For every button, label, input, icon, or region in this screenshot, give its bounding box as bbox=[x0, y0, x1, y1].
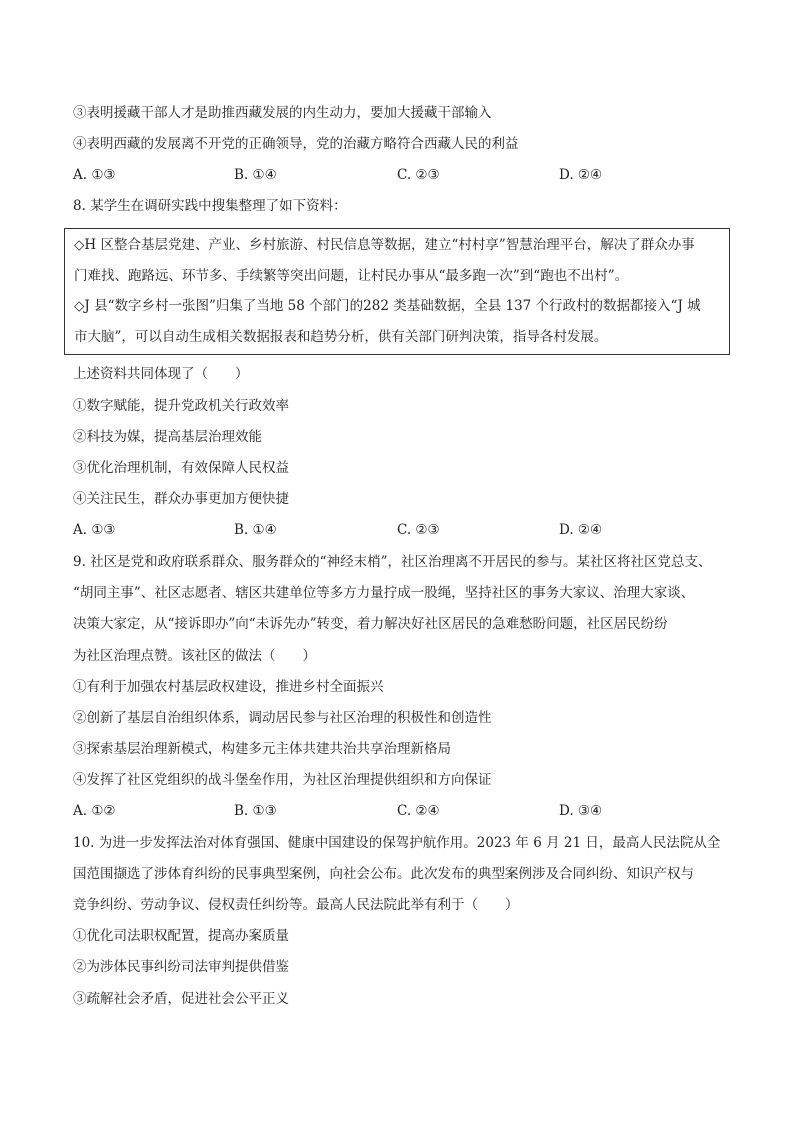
q8-option-b[interactable]: B. ①④ bbox=[234, 522, 277, 538]
q9-stem-line: 9. 社区是党和政府联系群众、服务群众的“神经末梢”，社区治理离不开居民的参与。某社区将社区党总支、 bbox=[73, 554, 712, 570]
q8-statement-3: ③优化治理机制，有效保障人民权益 bbox=[73, 460, 289, 476]
q10-statement-1: ①优化司法职权配置，提高办案质量 bbox=[73, 928, 289, 944]
q10-stem-line: 竞争纠纷、劳动争议、侵权责任纠纷等。最高人民法院此举有利于（ ） bbox=[73, 897, 519, 913]
q7-option-b[interactable]: B. ①④ bbox=[234, 167, 277, 183]
q7-option-a[interactable]: A. ①③ bbox=[73, 167, 116, 183]
q8-statement-2: ②科技为媒，提高基层治理效能 bbox=[73, 429, 262, 445]
q9-stem-line: 为社区治理点赞。该社区的做法（ ） bbox=[73, 648, 316, 664]
q9-option-d[interactable]: D. ③④ bbox=[559, 803, 603, 819]
q8-material-line: 市大脑”，可以自动生成相关数据报表和趋势分析，供有关部门研判决策，指导各村发展。 bbox=[74, 329, 608, 345]
q9-statement-1: ①有利于加强农村基层政权建设，推进乡村全面振兴 bbox=[73, 679, 384, 695]
q9-statement-2: ②创新了基层自治组织体系，调动居民参与社区治理的积极性和创造性 bbox=[73, 710, 492, 726]
q9-option-b[interactable]: B. ①③ bbox=[234, 803, 277, 819]
q8-material-line: 门难找、跑路远、环节多、手续繁等突出问题，让村民办事从“最多跑一次”到“跑也不出村”。 bbox=[74, 268, 629, 284]
q7-option-c[interactable]: C. ②③ bbox=[397, 167, 440, 183]
q7-statement-3: ③表明援藏干部人才是助推西藏发展的内生动力，要加大援藏干部输入 bbox=[73, 105, 492, 121]
q8-material-line: ◇H 区整合基层党建、产业、乡村旅游、村民信息等数据，建立“村村享”智慧治理平台，解决了群众办事 bbox=[74, 237, 695, 253]
q9-statement-3: ③探索基层治理新模式，构建多元主体共建共治共享治理新格局 bbox=[73, 741, 451, 757]
q8-material-line: ◇J 县“数字乡村一张图”归集了当地 58 个部门的282 类基础数据，全县 137 个行政村的数据都接入“J 城 bbox=[74, 298, 701, 314]
q9-options bbox=[73, 802, 733, 820]
q9-option-a[interactable]: A. ①② bbox=[73, 803, 116, 819]
q8-option-a[interactable]: A. ①③ bbox=[73, 522, 116, 538]
q8-stem: 8. 某学生在调研实践中搜集整理了如下资料： bbox=[73, 198, 347, 214]
q10-statement-3: ③疏解社会矛盾，促进社会公平正义 bbox=[73, 991, 289, 1007]
q8-material-box bbox=[64, 228, 730, 355]
q7-options bbox=[73, 166, 733, 184]
q8-options bbox=[73, 521, 733, 539]
q10-statement-2: ②为涉体民事纠纷司法审判提供借鉴 bbox=[73, 959, 289, 975]
q9-option-c[interactable]: C. ②④ bbox=[397, 803, 440, 819]
q10-stem-line: 10. 为进一步发挥法治对体育强国、健康中国建设的保驾护航作用。2023 年 6 月 21 日，最高人民法院从全 bbox=[73, 835, 721, 851]
q10-stem-line: 国范围撷选了涉体育纠纷的民事典型案例，向社会公布。此次发布的典型案例涉及合同纠纷、知识产权与 bbox=[73, 866, 694, 882]
q8-statement-1: ①数字赋能，提升党政机关行政效率 bbox=[73, 398, 289, 414]
q8-statement-4: ④关注民生，群众办事更加方便快捷 bbox=[73, 491, 289, 507]
q7-option-d[interactable]: D. ②④ bbox=[559, 167, 603, 183]
q8-question: 上述资料共同体现了（ ） bbox=[73, 366, 249, 382]
q8-option-d[interactable]: D. ②④ bbox=[559, 522, 603, 538]
q7-statement-4: ④表明西藏的发展离不开党的正确领导，党的治藏方略符合西藏人民的利益 bbox=[73, 136, 519, 152]
q9-stem-line: 决策大家定，从“接诉即办”向“未诉先办”转变，着力解决好社区居民的急难愁盼问题，社区居民纷纷 bbox=[73, 616, 668, 632]
q9-stem-line: “胡同主事”、社区志愿者、辖区共建单位等多方力量拧成一股绳，坚持社区的事务大家议、治理大家谈、 bbox=[73, 585, 695, 601]
q8-option-c[interactable]: C. ②③ bbox=[397, 522, 440, 538]
q9-statement-4: ④发挥了社区党组织的战斗堡垒作用，为社区治理提供组织和方向保证 bbox=[73, 772, 492, 788]
